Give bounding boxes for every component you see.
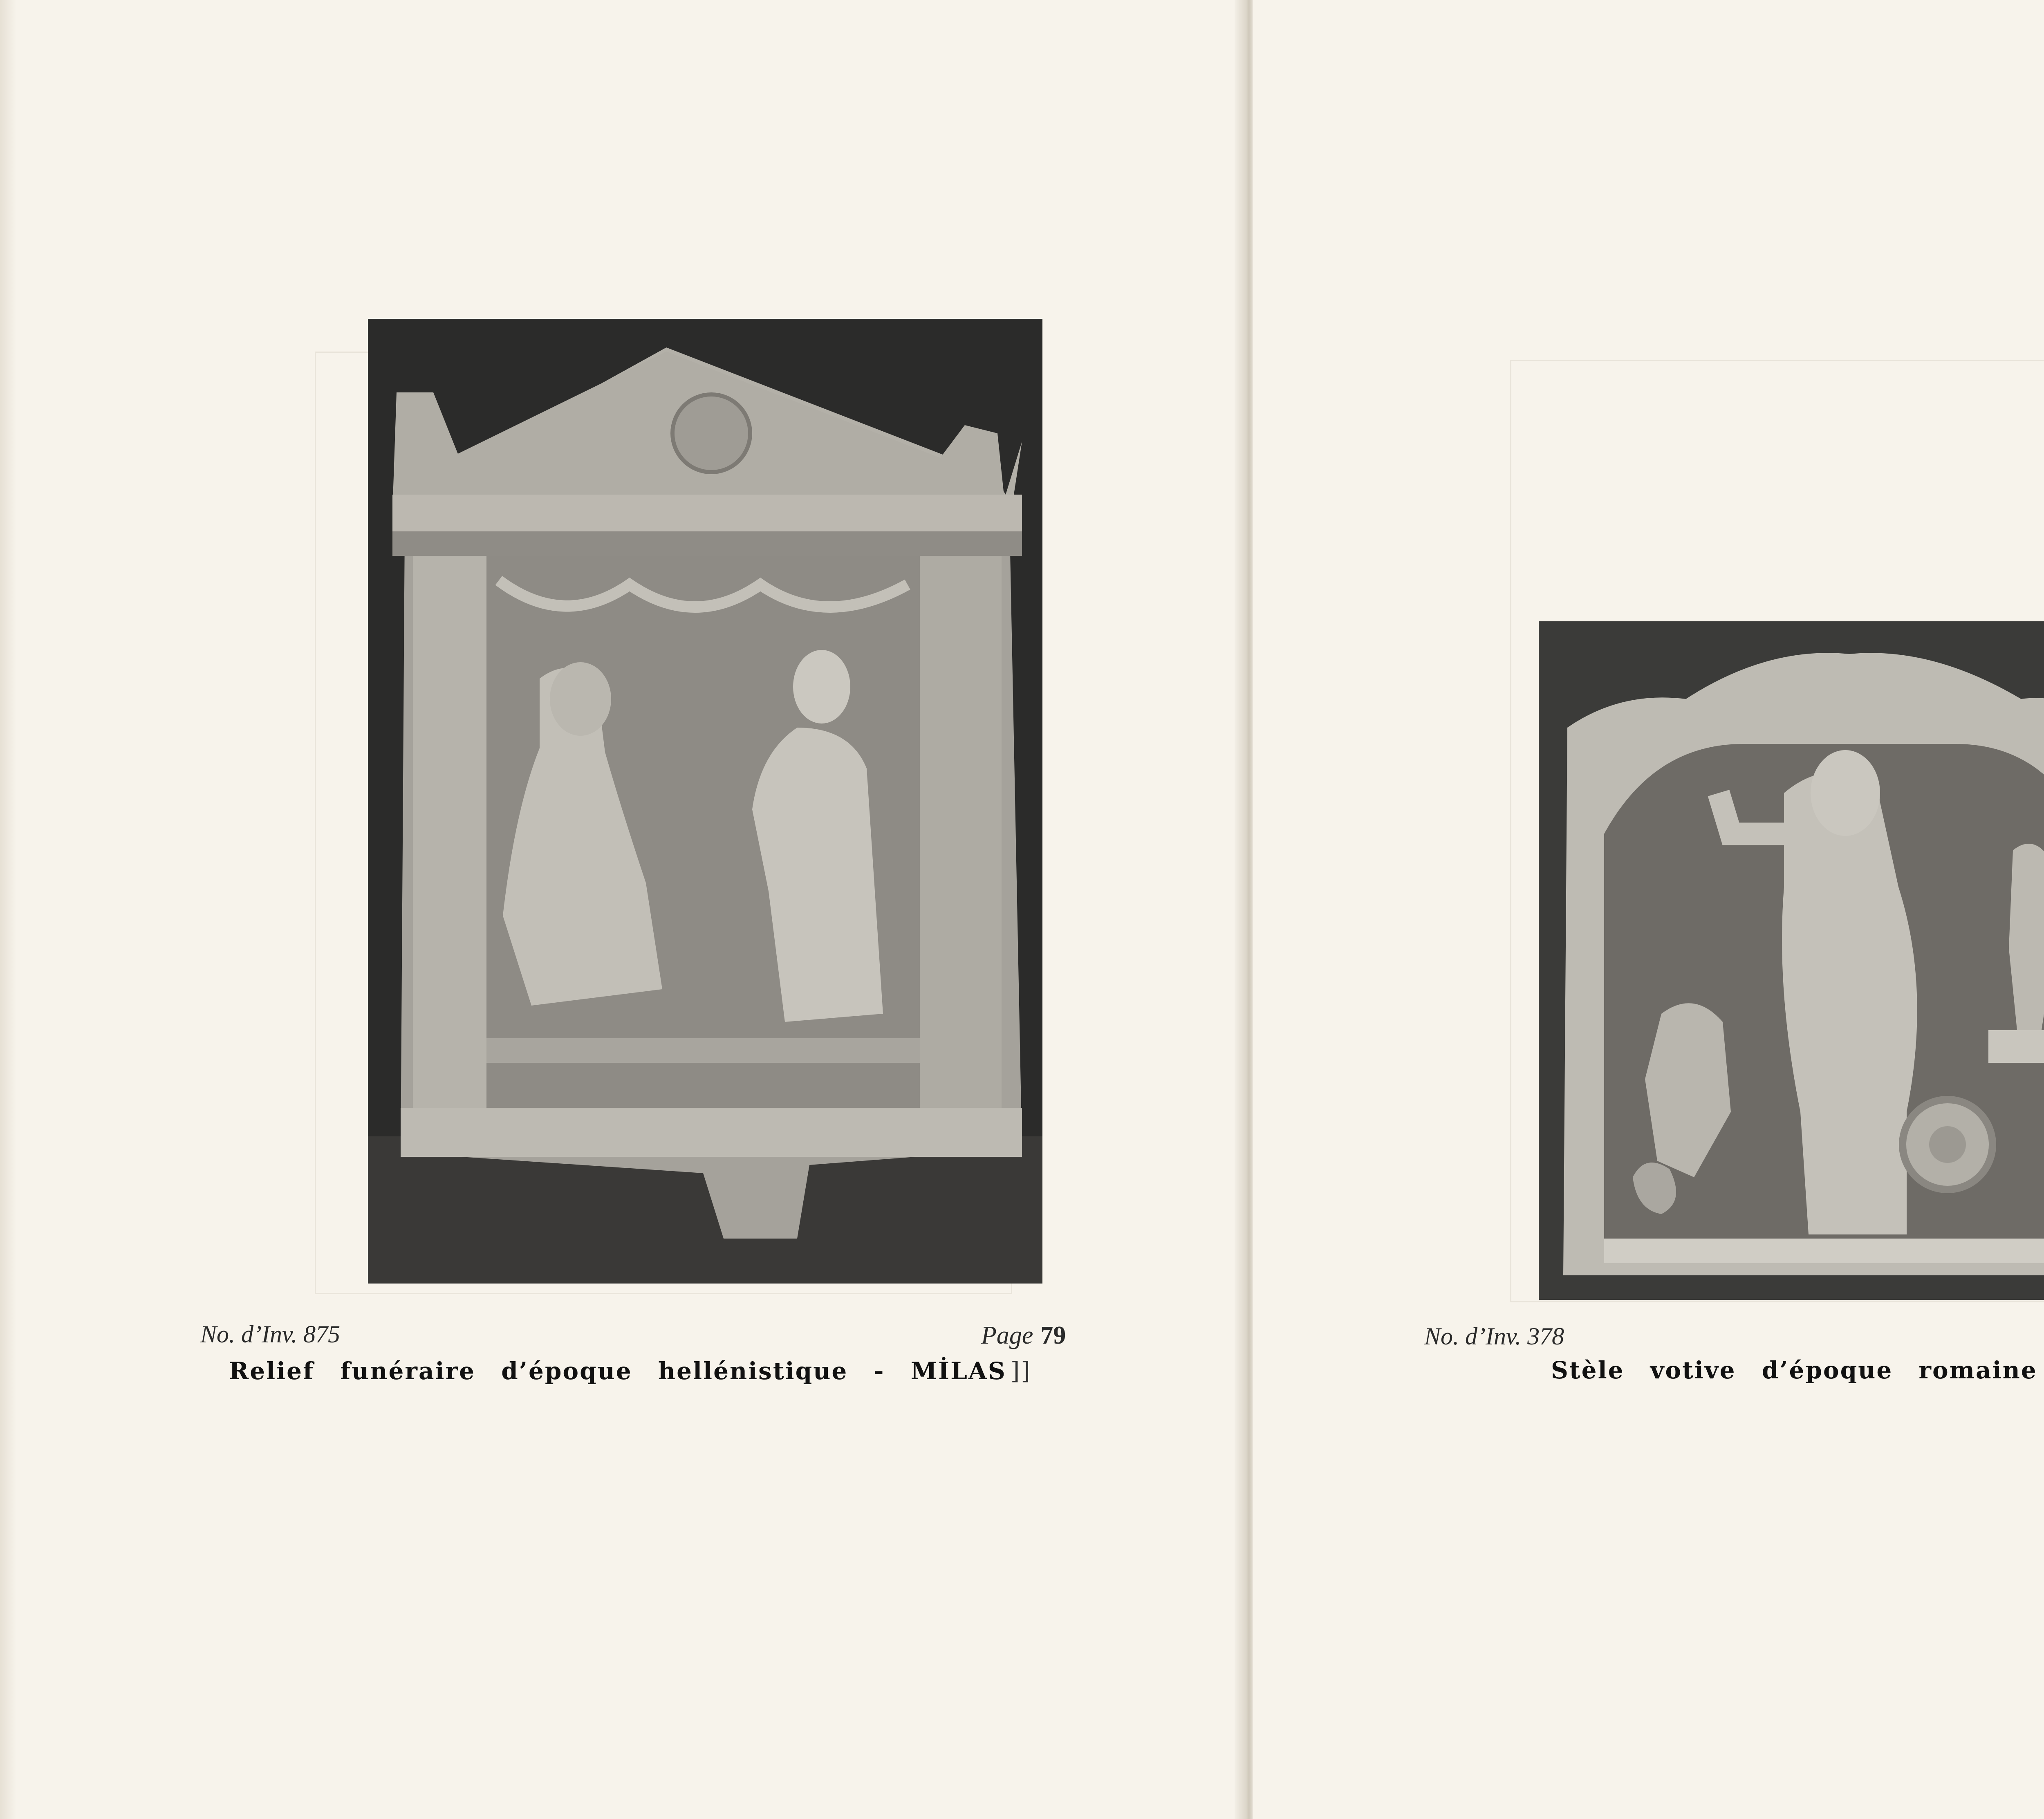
grave-relief-photo xyxy=(368,319,1042,1284)
left-caption xyxy=(229,1357,1031,1385)
left-inventory-number: No. d’Inv. 875 xyxy=(200,1321,341,1348)
left-page-edge xyxy=(0,0,16,1819)
left-page-label: Page xyxy=(981,1322,1033,1349)
left-caption-bracket: ]] xyxy=(1010,1357,1031,1385)
left-caption-text: Relief funéraire d’époque hellénistique - MİLAS xyxy=(229,1357,1006,1385)
right-inventory-number: No. d’Inv. 378 xyxy=(1424,1323,1564,1350)
left-page-reference xyxy=(981,1321,1066,1350)
right-caption: Stèle votive d’époque romaine xyxy=(1551,1356,2037,1384)
left-page-number: 79 xyxy=(1040,1322,1066,1349)
right-page xyxy=(1253,0,2044,1819)
votive-stele-photo xyxy=(1539,621,2044,1300)
